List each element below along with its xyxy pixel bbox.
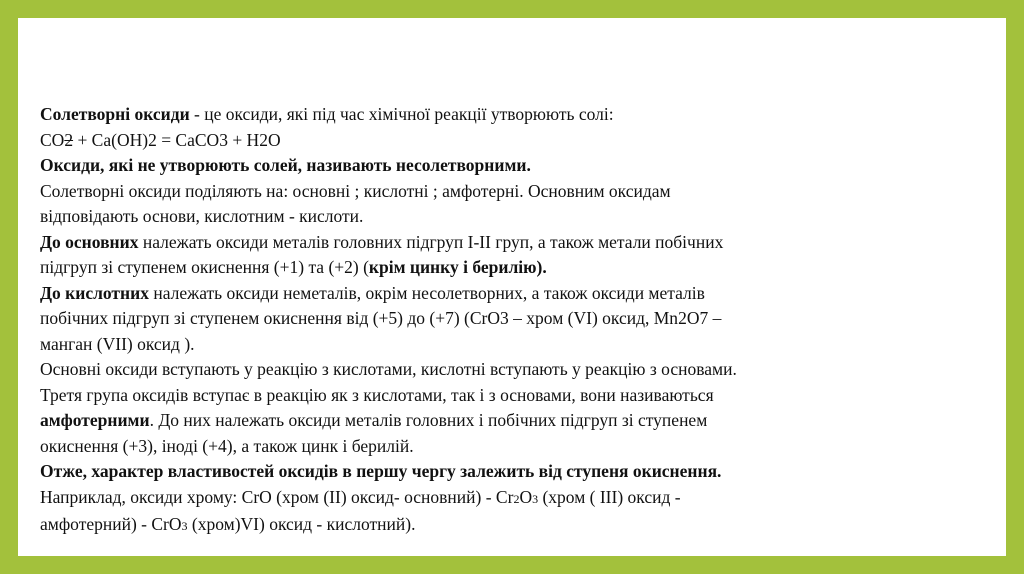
text-line: [40, 357, 990, 383]
text-segment: належать оксиди металів головних підгруп І-ІІ груп, а також метали побічних: [138, 231, 724, 252]
text-segment: Солетворні оксиди поділяють на: основні ; кислотні ; амфотерні. Основним оксидам: [40, 180, 671, 201]
text-segment: До основних: [40, 231, 139, 252]
text-segment: Основні оксиди вступають у реакцію з кислотами, кислотні вступають у реакцію з основами.: [40, 359, 737, 379]
text-segment: підгруп зі ступенем окиснення (+1) та (+2) (: [40, 257, 369, 277]
text-line: [40, 512, 990, 540]
text-segment: . До них належать оксиди металів головних і побічних підгруп зі ступенем: [149, 410, 708, 430]
text-line: [40, 485, 990, 513]
text-line: [40, 255, 990, 281]
text-segment: амфотерними: [40, 410, 150, 430]
text-segment: крім цинку і берилію).: [368, 257, 547, 277]
text-line: [40, 204, 990, 230]
text-segment: манган (VII) оксид ).: [40, 333, 195, 354]
text-segment: Солетворні оксиди: [40, 104, 190, 124]
text-segment: належать оксиди неметалів, окрім несолетворних, а також оксиди металів: [148, 282, 705, 303]
text-segment: 3: [219, 129, 228, 150]
text-line: [40, 179, 990, 205]
text-line: [40, 281, 990, 307]
text-segment: 2: [513, 491, 520, 506]
slide-text: [40, 102, 990, 540]
text-segment: (хром ( III) оксид -: [538, 486, 681, 507]
text-segment: Наприклад, оксиди хрому: CrO (хром (II) оксид- основний) - Cr: [40, 486, 514, 507]
text-segment: –: [708, 308, 722, 328]
text-line: [40, 128, 990, 154]
text-line: [40, 230, 990, 256]
text-line: [40, 383, 990, 409]
text-segment: – хром (VI) оксид, Mn: [508, 308, 679, 328]
text-segment: + H: [227, 129, 260, 150]
text-segment: O: [267, 129, 281, 150]
text-line: [40, 102, 990, 128]
text-segment: (хром)VI) оксид - кислотний).: [187, 514, 416, 534]
text-segment: 3: [181, 519, 188, 533]
text-line: [40, 434, 990, 460]
text-line: [40, 332, 990, 358]
text-segment: Оксиди, які не утворюють солей, називають несолетворними.: [40, 155, 531, 175]
text-segment: До кислотних: [40, 282, 149, 303]
text-segment: = CaCO: [156, 129, 220, 150]
text-segment: Отже, характер властивостей оксидів в першу чергу залежить від ступеня окиснення.: [40, 461, 722, 481]
text-line: [40, 408, 990, 434]
text-segment: 2: [148, 129, 157, 150]
text-segment: Третя група оксидів вступає в реакцію як з кислотами, так і з основами, вони називаються: [40, 384, 714, 405]
text-segment: відповідають основи, кислотним - кислоти.: [40, 206, 364, 226]
text-line: [40, 459, 990, 485]
text-segment: O: [686, 308, 700, 328]
text-segment: - це оксиди, які під час хімічної реакції утворюють солі:: [189, 104, 614, 124]
text-segment: амфотерний) - CrO: [40, 514, 182, 534]
text-segment: 7: [699, 308, 709, 328]
slide: [18, 18, 1006, 556]
text-segment: 3: [500, 308, 509, 328]
text-segment: окиснення (+3), іноді (+4), а також цинк і берилій.: [40, 435, 414, 456]
text-segment: побічних підгруп зі ступенем окиснення від (+5) до (+7) (CrO: [40, 308, 501, 328]
text-segment: 2: [678, 308, 687, 328]
text-line: [40, 153, 990, 179]
text-segment: 2: [259, 129, 268, 150]
text-segment: 2: [64, 129, 74, 150]
text-segment: O: [519, 486, 533, 507]
text-line: [40, 306, 990, 332]
text-segment: 3: [532, 491, 539, 506]
text-segment: CO: [40, 129, 65, 150]
text-segment: + Ca(OH): [73, 129, 149, 150]
